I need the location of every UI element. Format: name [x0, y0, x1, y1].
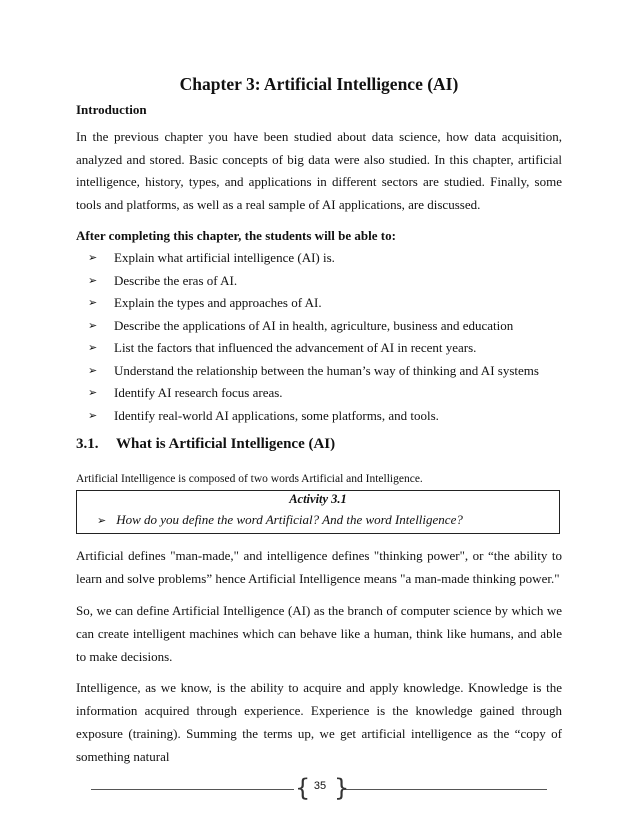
list-item: ➢ Describe the applications of AI in health, agriculture, business and education	[76, 315, 539, 338]
chapter-title: Chapter 3: Artificial Intelligence (AI)	[179, 74, 459, 94]
section-number: 3.1.	[76, 436, 99, 452]
footer-divider-left	[91, 789, 294, 790]
arrow-bullet-icon: ➢	[97, 514, 107, 527]
introduction-heading: Introduction	[76, 102, 147, 117]
introduction-section	[76, 126, 562, 216]
page-number: 35	[313, 780, 327, 792]
arrow-bullet-icon: ➢	[88, 363, 98, 377]
activity-title: Activity 3.1	[289, 492, 347, 506]
ai-definition-paragraph: So, we can define Artificial Intelligence (AI) as the branch of computer science by which we can create intelligent machines which can behave like a human, think like humans, and able to make decisions.	[76, 603, 562, 664]
activity-box	[76, 490, 560, 534]
list-item: ➢ Identify real-world AI applications, some platforms, and tools.	[76, 405, 539, 428]
list-item: ➢ Explain what artificial intelligence (AI) is.	[76, 247, 539, 270]
section-heading	[76, 436, 335, 453]
list-item: ➢ Describe the eras of AI.	[76, 270, 539, 293]
arrow-bullet-icon: ➢	[88, 386, 98, 399]
list-item: ➢ Identify AI research focus areas.	[76, 382, 539, 405]
left-brace-icon: {	[295, 774, 311, 802]
list-item: ➢ List the factors that influenced the advancement of AI in recent years.	[76, 337, 539, 360]
right-brace-icon: }	[334, 774, 350, 802]
arrow-bullet-icon: ➢	[88, 318, 98, 332]
objectives-heading: After completing this chapter, the students will be able to:	[76, 228, 396, 243]
arrow-bullet-icon: ➢	[88, 296, 98, 309]
arrow-bullet-icon: ➢	[88, 273, 98, 287]
definition-paragraph: Artificial defines "man-made," and intelligence defines "thinking power", or “the ability to learn and solve problems” hence Artificial Intelligence means "a man-made thinking power."	[76, 548, 562, 586]
activity-question: ➢ How do you define the word Artificial? And the word Intelligence?	[97, 512, 463, 527]
composed-text: Artificial Intelligence is composed of two words Artificial and Intelligence.	[76, 473, 423, 485]
footer-divider-right	[344, 789, 547, 790]
list-item: ➢ Explain the types and approaches of AI.	[76, 292, 539, 315]
introduction-paragraph: In the previous chapter you have been studied about data science, how data acquisition, analyzed and stored. Basic concepts of big data were also studied. In this chapter, artificial intelligence, history, types, and applications in different sectors are studied. Finally, some tools and platforms, as well as a real sample of AI applications, are discussed.	[76, 129, 562, 212]
section-title: What is Artificial Intelligence (AI)	[116, 436, 336, 452]
arrow-bullet-icon: ➢	[88, 408, 98, 422]
intelligence-paragraph: Intelligence, as we know, is the ability to acquire and apply knowledge. Knowledge is the information acquired through experience. Experience is the knowledge gained through exposure (training). Summing the terms up, we get artificial intelligence as the “copy of something natural	[76, 680, 562, 764]
arrow-bullet-icon: ➢	[88, 251, 98, 264]
list-item: ➢ Understand the relationship between the human’s way of thinking and AI systems	[76, 360, 539, 383]
arrow-bullet-icon: ➢	[88, 341, 98, 354]
objectives-list	[76, 247, 539, 427]
